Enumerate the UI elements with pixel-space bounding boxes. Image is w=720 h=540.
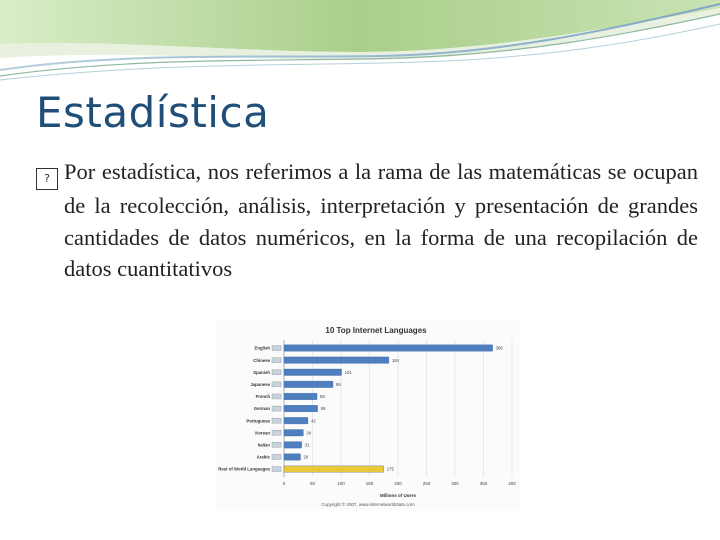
flag-icon (272, 370, 281, 375)
x-tick-label: 200 (394, 481, 402, 487)
bar (284, 369, 342, 376)
bar (284, 357, 389, 364)
x-tick-label: 300 (451, 481, 459, 487)
x-tick-label: 0 (282, 481, 286, 487)
bar-value-label: 34 (306, 430, 312, 436)
x-tick-label: 50 (309, 481, 316, 487)
category-label: Chinese (253, 357, 270, 363)
category-label: Rest of World Languages (218, 466, 270, 472)
bar (284, 345, 493, 352)
header-wave-decoration (0, 0, 720, 90)
flag-icon (272, 394, 281, 399)
flag-icon (272, 382, 281, 387)
x-axis-label: Millions of Users (379, 493, 417, 498)
bar-value-label: 101 (344, 369, 352, 375)
bar-value-label: 86 (336, 381, 341, 387)
category-label: English (254, 345, 270, 351)
bar-value-label: 59 (320, 406, 326, 412)
category-label: Italian (257, 442, 270, 448)
category-label: Portuguese (246, 418, 270, 424)
category-label: German (253, 406, 270, 412)
category-label: Spanish (253, 369, 270, 375)
bar (284, 405, 318, 412)
bar (284, 442, 302, 449)
flag-icon (272, 406, 281, 411)
category-label: French (255, 394, 270, 400)
bullet-marker-icon: ? (36, 168, 58, 190)
bar (284, 466, 384, 473)
category-label: Korean (255, 430, 270, 436)
bar (284, 393, 317, 400)
chart-footer: Copyright © 2007, www.internetworldstats.com (321, 502, 415, 507)
bar-value-label: 31 (304, 442, 310, 448)
bar (284, 417, 308, 424)
flag-icon (272, 467, 281, 472)
bar-value-label: 366 (495, 345, 503, 351)
bar-value-label: 29 (303, 454, 309, 460)
flag-icon (272, 430, 281, 435)
chart-title: 10 Top Internet Languages (325, 326, 427, 335)
x-tick-label: 400 (508, 481, 516, 487)
bar-value-label: 58 (320, 394, 325, 400)
flag-icon (272, 358, 281, 363)
category-label: Arabic (256, 454, 270, 460)
bar-value-label: 175 (386, 466, 394, 472)
bar (284, 430, 303, 437)
bar (284, 381, 333, 388)
bar-chart (216, 320, 520, 510)
flag-icon (272, 418, 281, 423)
x-tick-label: 350 (479, 481, 488, 487)
x-tick-label: 250 (422, 481, 431, 487)
body-paragraph (36, 156, 698, 285)
flag-icon (272, 454, 281, 459)
slide-title: Estadística (36, 88, 270, 137)
bar-value-label: 42 (310, 418, 316, 424)
flag-icon (272, 346, 281, 351)
bar (284, 454, 301, 461)
x-tick-label: 150 (365, 481, 374, 487)
x-tick-label: 100 (337, 481, 345, 487)
flag-icon (272, 442, 281, 447)
bar-chart-image (216, 320, 520, 510)
category-label: Japanese (250, 381, 270, 387)
body-text: Por estadística, nos referimos a la rama de las matemáticas se ocupan de la recolección, análisis, interpretación y presentación de grandes cantidades de datos numéricos, en la forma de una recopilación de datos cuantitativos (64, 159, 698, 281)
bar-value-label: 184 (391, 357, 400, 363)
